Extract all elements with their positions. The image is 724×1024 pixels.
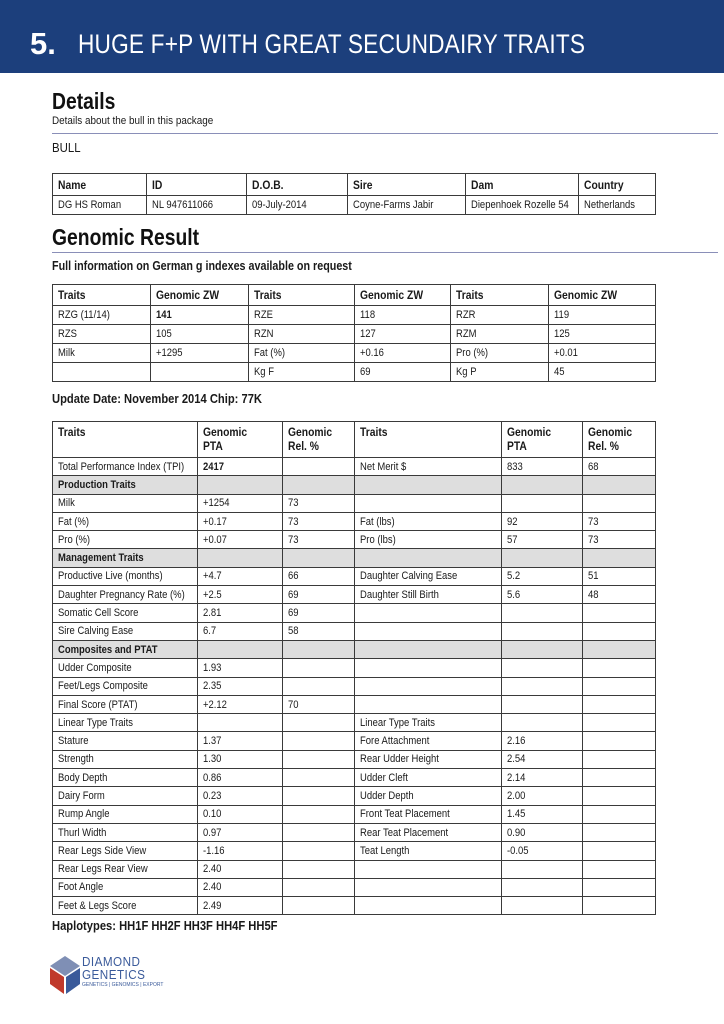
table-cell: +0.07	[198, 531, 283, 549]
table-cell: Foot Angle	[53, 878, 198, 896]
table-cell: 1.93	[198, 659, 283, 677]
table-cell: +0.16	[355, 344, 451, 363]
table-row	[53, 531, 656, 549]
table-cell	[355, 878, 502, 896]
table-cell: 5.2	[502, 567, 583, 585]
table-cell	[502, 897, 583, 915]
genomic-pta-table	[52, 421, 656, 915]
update-line: Update Date: November 2014 Chip: 77K	[52, 391, 263, 406]
table-cell	[355, 695, 502, 713]
table-cell	[355, 604, 502, 622]
table-cell: RZS	[53, 325, 151, 344]
table-cell: 5.6	[502, 586, 583, 604]
table-cell: 73	[283, 531, 355, 549]
details-heading: Details	[52, 88, 116, 114]
table-cell	[198, 640, 283, 658]
table-row	[53, 860, 656, 878]
table-cell	[583, 842, 656, 860]
table-cell: Udder Cleft	[355, 769, 502, 787]
table-cell: 0.90	[502, 823, 583, 841]
table-cell: Daughter Still Birth	[355, 586, 502, 604]
table-cell: 0.86	[198, 769, 283, 787]
table-cell: Net Merit $	[355, 458, 502, 476]
table-row	[53, 622, 656, 640]
table-cell	[283, 640, 355, 658]
table-row	[53, 732, 656, 750]
table-cell	[583, 659, 656, 677]
table-cell: 2.40	[198, 860, 283, 878]
table-cell: Coyne-Farms Jabir	[348, 196, 466, 215]
table-cell: 2.16	[502, 732, 583, 750]
table-cell	[502, 677, 583, 695]
table-cell: 51	[583, 567, 656, 585]
table-cell: 0.10	[198, 805, 283, 823]
table-row	[53, 842, 656, 860]
table-cell	[583, 897, 656, 915]
header-cell: Country	[579, 174, 656, 196]
table-cell	[502, 659, 583, 677]
table-row	[53, 677, 656, 695]
header-cell: Genomic ZW	[151, 285, 249, 306]
table-cell: Rear Legs Side View	[53, 842, 198, 860]
table-cell	[283, 549, 355, 567]
table-cell: 92	[502, 512, 583, 530]
table-cell: Kg F	[249, 363, 355, 382]
section-row	[53, 549, 656, 567]
table-cell: Diepenhoek Rozelle 54	[466, 196, 579, 215]
table-cell: 73	[583, 531, 656, 549]
table-cell: Daughter Pregnancy Rate (%)	[53, 586, 198, 604]
table-cell: RZM	[451, 325, 549, 344]
table-cell: 70	[283, 695, 355, 713]
table-cell	[283, 842, 355, 860]
table-cell: 125	[549, 325, 656, 344]
header-cell: Genomic ZW	[355, 285, 451, 306]
table-cell: 09-July-2014	[247, 196, 348, 215]
table-cell: +2.5	[198, 586, 283, 604]
table-cell: RZE	[249, 306, 355, 325]
table-cell	[583, 787, 656, 805]
header-cell: Traits	[53, 422, 198, 458]
table-cell: 48	[583, 586, 656, 604]
table-cell: 833	[502, 458, 583, 476]
table-cell: 73	[583, 512, 656, 530]
table-cell: +1295	[151, 344, 249, 363]
table-cell	[583, 805, 656, 823]
table-cell	[502, 494, 583, 512]
page-title: HUGE F+P WITH GREAT SECUNDAIRY TRAITS	[78, 29, 586, 59]
table-cell	[151, 363, 249, 382]
table-row	[53, 494, 656, 512]
table-cell	[583, 604, 656, 622]
table-cell: Dairy Form	[53, 787, 198, 805]
table-row	[53, 823, 656, 841]
table-cell: Somatic Cell Score	[53, 604, 198, 622]
table-cell: Kg P	[451, 363, 549, 382]
table-row	[53, 567, 656, 585]
header-cell: Name	[53, 174, 147, 196]
table-cell	[583, 823, 656, 841]
table-cell: +2.12	[198, 695, 283, 713]
table-cell	[283, 787, 355, 805]
table-cell: Pro (%)	[451, 344, 549, 363]
header-cell: Genomic ZW	[549, 285, 656, 306]
table-cell: Udder Composite	[53, 659, 198, 677]
table-cell	[583, 695, 656, 713]
table-cell: 69	[283, 586, 355, 604]
table-cell: 2.81	[198, 604, 283, 622]
table-cell: Fat (%)	[249, 344, 355, 363]
header-cell: Traits	[451, 285, 549, 306]
table-cell	[355, 640, 502, 658]
table-cell: +0.17	[198, 512, 283, 530]
table-cell	[502, 695, 583, 713]
table-cell	[283, 732, 355, 750]
bull-table-header	[53, 174, 656, 196]
table-cell	[502, 714, 583, 732]
table-cell	[355, 494, 502, 512]
table-cell: Milk	[53, 494, 198, 512]
table-row	[53, 695, 656, 713]
table-cell: 57	[502, 531, 583, 549]
table-cell	[583, 714, 656, 732]
table-row	[53, 458, 656, 476]
table-cell	[583, 494, 656, 512]
table-cell: DG HS Roman	[53, 196, 147, 215]
table-cell: Rear Teat Placement	[355, 823, 502, 841]
german-index-table	[52, 284, 656, 382]
table-cell: Linear Type Traits	[53, 714, 198, 732]
table-cell: -1.16	[198, 842, 283, 860]
table-cell: 2.35	[198, 677, 283, 695]
table-cell	[283, 677, 355, 695]
haplotypes-line: Haplotypes: HH1F HH2F HH3F HH4F HH5F	[52, 918, 278, 933]
table-row	[53, 805, 656, 823]
table-cell: Production Traits	[53, 476, 198, 494]
table-cell: Rear Legs Rear View	[53, 860, 198, 878]
table-cell: Fore Attachment	[355, 732, 502, 750]
table-cell: RZN	[249, 325, 355, 344]
section-number: 5.	[30, 26, 56, 61]
table-row	[53, 604, 656, 622]
header-cell: Genomic PTA	[502, 422, 583, 458]
table-cell	[198, 714, 283, 732]
table-cell: 58	[283, 622, 355, 640]
header-cell: Traits	[53, 285, 151, 306]
table-cell	[283, 878, 355, 896]
table-cell: Feet & Legs Score	[53, 897, 198, 915]
table-cell: Pro (%)	[53, 531, 198, 549]
header-cell: Genomic Rel. %	[583, 422, 656, 458]
table-cell: 2.54	[502, 750, 583, 768]
table-cell	[283, 458, 355, 476]
details-divider	[52, 133, 718, 134]
table-cell: 2.40	[198, 878, 283, 896]
table-cell: 68	[583, 458, 656, 476]
table-cell: Composites and PTAT	[53, 640, 198, 658]
table-cell	[583, 860, 656, 878]
table-cell	[583, 769, 656, 787]
table-cell	[502, 604, 583, 622]
table-cell: Thurl Width	[53, 823, 198, 841]
header-cell: ID	[147, 174, 247, 196]
table-cell: Teat Length	[355, 842, 502, 860]
header-banner	[0, 0, 724, 73]
table-cell	[502, 549, 583, 567]
table-cell	[283, 750, 355, 768]
logo-tagline: GENETICS | GENOMICS | EXPORT	[82, 982, 164, 988]
table-cell: Productive Live (months)	[53, 567, 198, 585]
table-cell: Daughter Calving Ease	[355, 567, 502, 585]
table-cell: RZR	[451, 306, 549, 325]
genomic-divider	[52, 252, 718, 253]
table-cell	[355, 677, 502, 695]
table-cell: 119	[549, 306, 656, 325]
table-cell: NL 947611066	[147, 196, 247, 215]
table-cell	[283, 476, 355, 494]
table-cell: 127	[355, 325, 451, 344]
table-cell: 69	[283, 604, 355, 622]
table-cell: +4.7	[198, 567, 283, 585]
table-cell: +0.01	[549, 344, 656, 363]
table-cell: Total Performance Index (TPI)	[53, 458, 198, 476]
table-cell	[583, 640, 656, 658]
genomic-heading: Genomic Result	[52, 224, 200, 250]
table-cell: 2.14	[502, 769, 583, 787]
bull-table-row	[53, 196, 656, 215]
table-cell: 45	[549, 363, 656, 382]
table-cell: 0.97	[198, 823, 283, 841]
table-row	[53, 512, 656, 530]
table-cell	[53, 363, 151, 382]
table-cell: 105	[151, 325, 249, 344]
table-cell	[583, 677, 656, 695]
table-cell: Fat (%)	[53, 512, 198, 530]
table-row	[53, 897, 656, 915]
table-cell: 2417	[198, 458, 283, 476]
table-cell	[355, 549, 502, 567]
table-cell: 1.37	[198, 732, 283, 750]
table-cell: Fat (lbs)	[355, 512, 502, 530]
table-cell: Strength	[53, 750, 198, 768]
table-cell	[283, 897, 355, 915]
table-row	[53, 714, 656, 732]
table-cell: 6.7	[198, 622, 283, 640]
table-cell: 0.23	[198, 787, 283, 805]
table-cell: Final Score (PTAT)	[53, 695, 198, 713]
table-cell	[583, 750, 656, 768]
table-cell	[283, 805, 355, 823]
table-cell: 141	[151, 306, 249, 325]
section-row	[53, 476, 656, 494]
header-cell: Traits	[355, 422, 502, 458]
table-cell	[502, 476, 583, 494]
table-cell	[283, 769, 355, 787]
table-cell	[502, 640, 583, 658]
table-cell: RZG (11/14)	[53, 306, 151, 325]
header-cell: Genomic PTA	[198, 422, 283, 458]
table-cell: 118	[355, 306, 451, 325]
table-cell	[355, 860, 502, 878]
table-cell: 73	[283, 512, 355, 530]
table-cell	[355, 659, 502, 677]
table-cell	[283, 823, 355, 841]
header-cell: Sire	[348, 174, 466, 196]
table-cell	[283, 860, 355, 878]
table-cell	[583, 476, 656, 494]
logo-line-2: GENETICS	[82, 967, 146, 982]
table-row	[53, 750, 656, 768]
table-cell: Milk	[53, 344, 151, 363]
table-cell	[583, 732, 656, 750]
header-cell: D.O.B.	[247, 174, 348, 196]
table-cell: 69	[355, 363, 451, 382]
table-cell: +1254	[198, 494, 283, 512]
table-cell	[583, 878, 656, 896]
german_table-header	[53, 285, 656, 306]
table-cell: Feet/Legs Composite	[53, 677, 198, 695]
table-cell: Pro (lbs)	[355, 531, 502, 549]
table-cell	[502, 860, 583, 878]
table-cell: Rump Angle	[53, 805, 198, 823]
table-cell	[355, 897, 502, 915]
table-row	[53, 878, 656, 896]
logo-line-1: DIAMOND	[82, 954, 141, 969]
section-row	[53, 640, 656, 658]
table-cell	[502, 622, 583, 640]
table-cell	[583, 549, 656, 567]
diamond-logo-icon	[50, 956, 80, 994]
table-cell	[355, 476, 502, 494]
details-subtitle: Details about the bull in this package	[52, 115, 214, 127]
table-cell: Netherlands	[579, 196, 656, 215]
table-row	[53, 769, 656, 787]
table-cell: Body Depth	[53, 769, 198, 787]
table-cell	[355, 622, 502, 640]
pta_table-header	[53, 422, 656, 458]
table-cell	[502, 878, 583, 896]
diamond-genetics-logo	[50, 954, 164, 998]
header-cell: Traits	[249, 285, 355, 306]
table-row	[53, 344, 656, 363]
table-cell: 73	[283, 494, 355, 512]
table-cell: 2.00	[502, 787, 583, 805]
table-cell	[583, 622, 656, 640]
header-cell: Dam	[466, 174, 579, 196]
bull-label: BULL	[52, 140, 81, 155]
table-cell	[198, 549, 283, 567]
table-cell: 1.30	[198, 750, 283, 768]
table-cell	[283, 714, 355, 732]
table-cell: Udder Depth	[355, 787, 502, 805]
table-row	[53, 787, 656, 805]
table-cell	[198, 476, 283, 494]
table-cell: Rear Udder Height	[355, 750, 502, 768]
table-cell: 2.49	[198, 897, 283, 915]
bull-table	[52, 173, 656, 215]
table-cell: 66	[283, 567, 355, 585]
header-cell: Genomic Rel. %	[283, 422, 355, 458]
table-row	[53, 363, 656, 382]
table-cell	[283, 659, 355, 677]
table-cell: Stature	[53, 732, 198, 750]
table-cell: Sire Calving Ease	[53, 622, 198, 640]
table-row	[53, 306, 656, 325]
table-cell: Management Traits	[53, 549, 198, 567]
table-cell: Front Teat Placement	[355, 805, 502, 823]
table-cell: 1.45	[502, 805, 583, 823]
table-row	[53, 659, 656, 677]
table-cell: -0.05	[502, 842, 583, 860]
genomic-subtitle: Full information on German g indexes available on request	[52, 259, 352, 273]
table-row	[53, 325, 656, 344]
table-row	[53, 586, 656, 604]
table-cell: Linear Type Traits	[355, 714, 502, 732]
